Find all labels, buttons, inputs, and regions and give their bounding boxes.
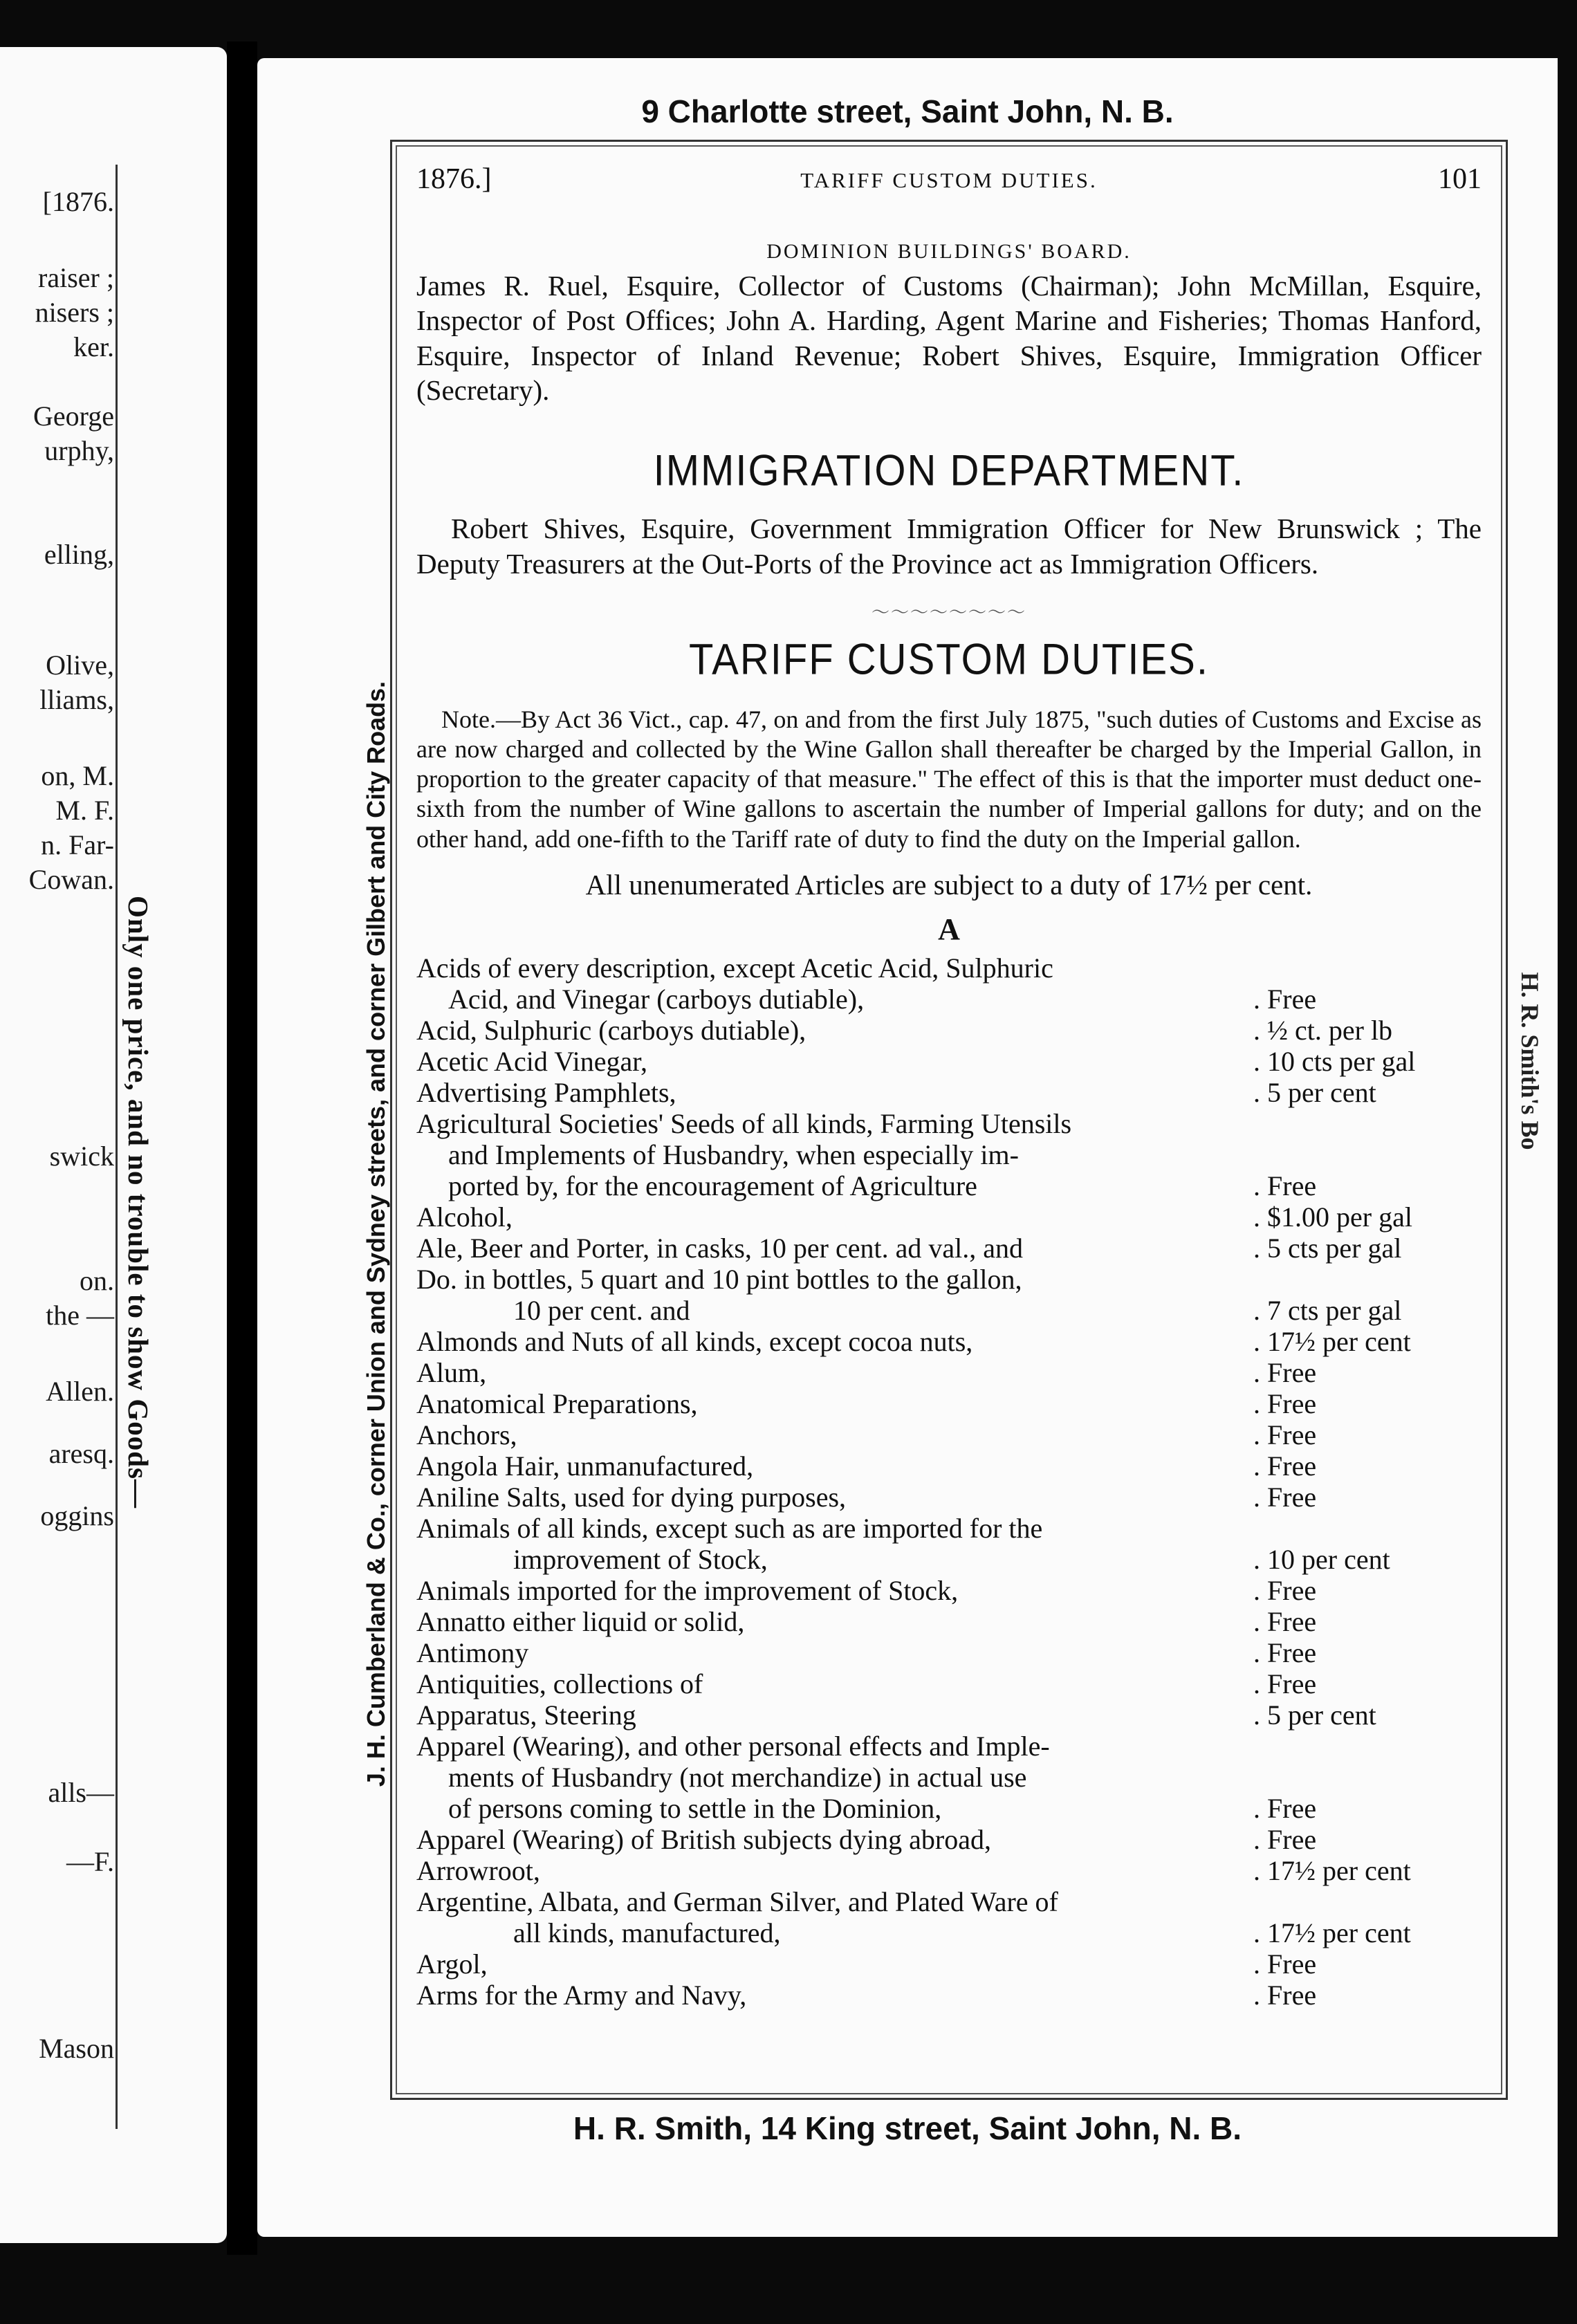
- tariff-item-line: Animals of all kinds, except such as are imported for the: [416, 1512, 1043, 1544]
- immigration-heading: IMMIGRATION DEPARTMENT.: [653, 446, 1245, 495]
- tariff-item-rate: . Free: [1274, 1170, 1482, 1201]
- tariff-item: [416, 1482, 1482, 1513]
- tariff-item-line: and Implements of Husbandry, when especially im-: [448, 1138, 1019, 1170]
- tariff-item-rate: . Free: [1274, 1357, 1482, 1388]
- tariff-item: [416, 1948, 1482, 1980]
- left-page-fragment: nisers ;: [35, 297, 114, 328]
- tariff-item: [416, 1015, 1482, 1046]
- top-advertisement: 9 Charlotte street, Saint John, N. B.: [641, 93, 1174, 129]
- tariff-item: [416, 1077, 1482, 1108]
- left-page-fragment: the —: [46, 1300, 114, 1331]
- left-page-fragment: Allen.: [46, 1376, 114, 1407]
- tariff-item: [416, 1233, 1482, 1264]
- page-number: 101: [1438, 163, 1482, 195]
- left-page-fragment: raiser ;: [38, 262, 114, 293]
- tariff-item-rate: . Free: [1274, 1793, 1482, 1824]
- left-vertical-ad-text: Only one price, and no trouble to show Goods—: [122, 895, 154, 1509]
- tariff-item-line: Arms for the Army and Navy,: [416, 1979, 747, 2011]
- left-page-fragment: lliams,: [39, 684, 114, 715]
- tariff-item-line: Animals imported for the improvement of Stock,: [416, 1574, 959, 1606]
- tariff-item-line: Acids of every description, except Acetic Acid, Sulphuric: [416, 952, 1053, 984]
- tariff-item: [416, 1731, 1482, 1824]
- tariff-item: [416, 1699, 1482, 1731]
- left-page-fragment: M. F.: [55, 795, 114, 826]
- tariff-item-rate: . Free: [1274, 1482, 1482, 1513]
- tariff-item-line: Argol,: [416, 1948, 488, 1980]
- tariff-item-rate: . 10 per cent: [1274, 1544, 1482, 1575]
- left-page-fragment: Olive,: [46, 649, 114, 681]
- tariff-item-rate: . Free: [1274, 984, 1482, 1015]
- left-page-fragment: Mason: [39, 2033, 114, 2064]
- running-head-year: 1876.]: [416, 163, 492, 195]
- left-page-fragment: Cowan.: [28, 864, 114, 895]
- side-advertisement-text: J. H. Cumberland & Co., corner Union and Sydney streets, and corner Gilbert and City Roads.: [362, 681, 390, 1787]
- tariff-item-rate: . Free: [1274, 1450, 1482, 1482]
- tariff-item-rate: . 17½ per cent: [1274, 1855, 1482, 1886]
- tariff-item-line: Acid, and Vinegar (carboys dutiable),: [448, 983, 865, 1015]
- tariff-item-line: Advertising Pamphlets,: [416, 1076, 676, 1108]
- board-heading: DOMINION BUILDINGS' BOARD.: [766, 240, 1132, 263]
- tariff-item: [416, 1513, 1482, 1575]
- tariff-item-line: Annatto either liquid or solid,: [416, 1605, 745, 1637]
- left-page-fragment: elling,: [44, 539, 114, 570]
- left-page-rule: [116, 165, 118, 2129]
- tariff-item: [416, 1264, 1482, 1326]
- tariff-item: [416, 1637, 1482, 1668]
- tariff-item-rate: . 5 per cent: [1274, 1699, 1482, 1731]
- left-page-fragment: alls—: [48, 1777, 114, 1808]
- tariff-item-rate: . Free: [1274, 1668, 1482, 1699]
- left-page-fragment: urphy,: [44, 435, 114, 466]
- tariff-item-line: Argentine, Albata, and German Silver, and Plated Ware of: [416, 1885, 1058, 1917]
- running-head: [416, 162, 1482, 206]
- tariff-item: [416, 1575, 1482, 1606]
- tariff-item-rate: . Free: [1274, 1637, 1482, 1668]
- tariff-item-line: Apparel (Wearing) of British subjects dying abroad,: [416, 1823, 991, 1855]
- tariff-item: [416, 1046, 1482, 1077]
- left-page-fragment: on.: [80, 1265, 114, 1296]
- left-page-fragment: George: [33, 400, 114, 432]
- running-head-title: TARIFF CUSTOM DUTIES.: [800, 168, 1098, 192]
- tariff-item-rate: . 5 cts per gal: [1274, 1233, 1482, 1264]
- tariff-item-rate: . Free: [1274, 1419, 1482, 1450]
- tariff-item-rate: . Free: [1274, 1948, 1482, 1980]
- tariff-item: [416, 952, 1482, 1015]
- tariff-item: [416, 1886, 1482, 1948]
- tariff-item-line: Almonds and Nuts of all kinds, except cocoa nuts,: [416, 1325, 973, 1357]
- tariff-heading: TARIFF CUSTOM DUTIES.: [689, 635, 1209, 684]
- tariff-item-line: Ale, Beer and Porter, in casks, 10 per cent. ad val., and: [416, 1232, 1023, 1264]
- tariff-item-rate: . $1.00 per gal: [1274, 1201, 1482, 1233]
- left-page-fragment: on, M.: [41, 760, 114, 791]
- tariff-item-rate: . 5 per cent: [1274, 1077, 1482, 1108]
- board-text: James R. Ruel, Esquire, Collector of Customs (Chairman); John McMillan, Esquire, Inspector of Post Offices; John A. Harding, Agent Marine and Fisheries; Thomas Hanford, Esquire, Inspector of Inland Revenue; Robert Shives, Esquire, Immigration Officer (Secretary).: [416, 270, 1482, 407]
- book-spine: [227, 42, 257, 2255]
- tariff-item: [416, 1606, 1482, 1637]
- tariff-item-line: Apparatus, Steering: [416, 1699, 636, 1731]
- tariff-item-rate: . ½ ct. per lb: [1274, 1015, 1482, 1046]
- tariff-item-line: Acid, Sulphuric (carboys dutiable),: [416, 1014, 806, 1046]
- tariff-item: [416, 1980, 1482, 2011]
- bottom-advertisement: H. R. Smith, 14 King street, Saint John, N. B.: [573, 2110, 1242, 2146]
- right-page: [257, 58, 1558, 2237]
- tariff-item-line: Alum,: [416, 1356, 487, 1388]
- unenumerated-statement: All unenumerated Articles are subject to a duty of 17½ per cent.: [585, 868, 1313, 901]
- section-letter: A: [938, 912, 960, 947]
- tariff-item-rate: . Free: [1274, 1980, 1482, 2011]
- tariff-item: [416, 1326, 1482, 1357]
- tariff-item-line: all kinds, manufactured,: [513, 1917, 781, 1948]
- tariff-item-rate: . Free: [1274, 1575, 1482, 1606]
- tariff-item-line: Apparel (Wearing), and other personal effects and Imple-: [416, 1730, 1050, 1762]
- ornament-divider: 〜〜〜〜〜〜〜〜: [871, 602, 1026, 623]
- left-page-fragment: [1876.: [42, 186, 114, 217]
- tariff-item-line: Alcohol,: [416, 1201, 513, 1233]
- tariff-item-line: Arrowroot,: [416, 1854, 540, 1886]
- tariff-item-line: improvement of Stock,: [513, 1543, 768, 1575]
- tariff-item: [416, 1824, 1482, 1855]
- tariff-item: [416, 1450, 1482, 1482]
- tariff-item-line: Antimony: [416, 1636, 529, 1668]
- tariff-item-line: Angola Hair, unmanufactured,: [416, 1450, 754, 1482]
- edge-advertisement-text: H. R. Smith's Bo: [1516, 972, 1544, 1150]
- tariff-item-line: Agricultural Societies' Seeds of all kinds, Farming Utensils: [416, 1107, 1072, 1139]
- left-page: [0, 47, 227, 2243]
- left-page-fragment: oggins: [40, 1500, 114, 1531]
- tariff-item: [416, 1668, 1482, 1699]
- tariff-item-line: ported by, for the encouragement of Agriculture: [448, 1170, 977, 1201]
- left-page-fragment: ker.: [73, 331, 114, 362]
- left-page-fragment: swick: [49, 1141, 114, 1172]
- tariff-item: [416, 1201, 1482, 1233]
- tariff-item-line: Antiquities, collections of: [416, 1668, 703, 1699]
- left-page-fragment: n. Far-: [41, 829, 114, 860]
- tariff-item-rate: . 17½ per cent: [1274, 1326, 1482, 1357]
- tariff-item: [416, 1108, 1482, 1201]
- tariff-item: [416, 1388, 1482, 1419]
- tariff-item: [416, 1357, 1482, 1388]
- tariff-item-rate: . 10 cts per gal: [1274, 1046, 1482, 1077]
- immigration-text: Robert Shives, Esquire, Government Immigration Officer for New Brunswick ; The Deputy Treasurers at the Out-Ports of the Province act as Immigration Officers.: [416, 513, 1482, 580]
- tariff-item-line: ments of Husbandry (not merchandize) in actual use: [448, 1761, 1027, 1793]
- tariff-item-rate: . 17½ per cent: [1274, 1917, 1482, 1948]
- left-page-fragment: —F.: [66, 1846, 114, 1877]
- tariff-item-rate: . Free: [1274, 1388, 1482, 1419]
- left-page-fragment: aresq.: [48, 1438, 114, 1469]
- tariff-item: [416, 1855, 1482, 1886]
- tariff-items-list: [416, 952, 1482, 2011]
- tariff-item-line: Acetic Acid Vinegar,: [416, 1045, 648, 1077]
- tariff-item-line: Anchors,: [416, 1419, 517, 1450]
- tariff-note: Note.—By Act 36 Vict., cap. 47, on and from the first July 1875, "such duties of Customs and Excise as are now charged and collected by the Wine Gallon shall thereafter be charged by the Imperial Gallon, in proportion to the greater capacity of that measure." The effect of this is that the importer must deduct one-sixth from the number of Wine gallons to ascertain the number of Imperial gallons for duty; and on the other hand, add one-fifth to the Tariff rate of duty to find the duty on the Imperial gallon.: [416, 705, 1482, 853]
- tariff-item: [416, 1419, 1482, 1450]
- tariff-item-line: Do. in bottles, 5 quart and 10 pint bottles to the gallon,: [416, 1263, 1022, 1295]
- tariff-item-rate: . Free: [1274, 1606, 1482, 1637]
- tariff-item-line: Aniline Salts, used for dying purposes,: [416, 1481, 847, 1513]
- tariff-item-rate: . 7 cts per gal: [1274, 1295, 1482, 1326]
- tariff-item-line: Anatomical Preparations,: [416, 1387, 698, 1419]
- tariff-item-line: 10 per cent. and: [513, 1294, 690, 1326]
- page-content: [416, 162, 1482, 2011]
- tariff-item-line: of persons coming to settle in the Dominion,: [448, 1792, 942, 1824]
- tariff-item-rate: . Free: [1274, 1824, 1482, 1855]
